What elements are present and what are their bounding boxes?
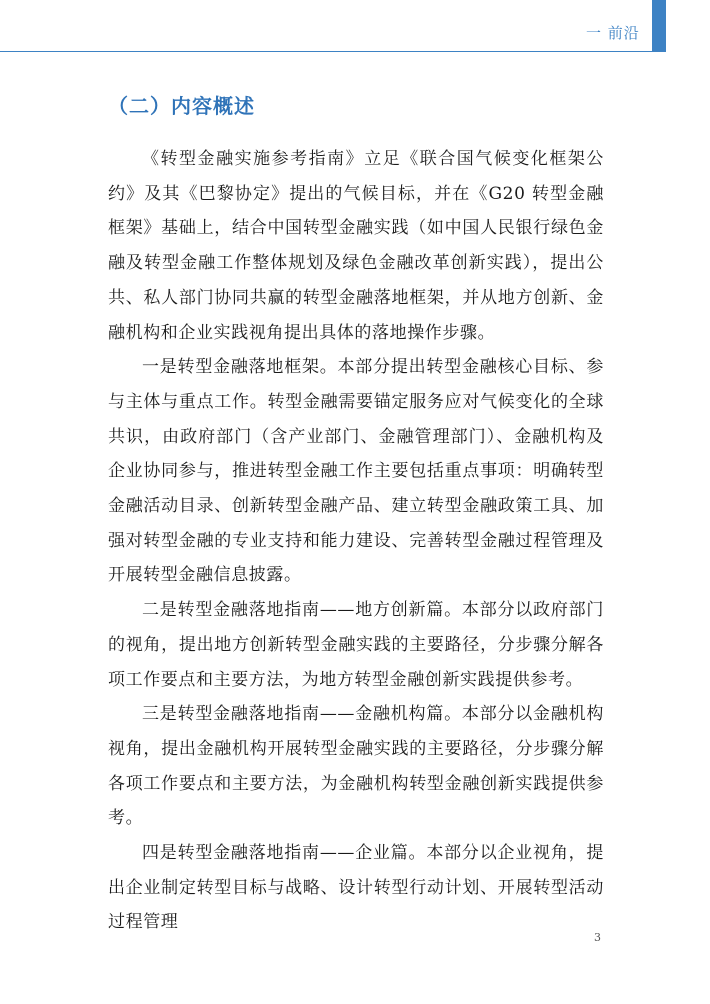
paragraph-framework: 一是转型金融落地框架。本部分提出转型金融核心目标、参与主体与重点工作。转型金融需要锚定服务应对气候变化的全球共识，由政府部门（含产业部门、金融管理部门）、金融机构及企业协同参与，推进转型金融工作主要包括重点事项：明确转型金融活动目录、创新转型金融产品、建立转型金融政策工具、加强对转型金融的专业支持和能力建设、完善转型金融过程管理及开展转型金融信息披露。 [108,357,604,586]
running-header: 一 前沿 [586,24,640,42]
paragraph-enterprise: 四是转型金融落地指南——企业篇。本部分以企业视角，提出企业制定转型目标与战略、设计转型行动计划、开展转型活动过程管理 [108,843,604,933]
paragraph-intro: 《转型金融实施参考指南》立足《联合国气候变化框架公约》及其《巴黎协定》提出的气候目标，并在《G20 转型金融框架》基础上，结合中国转型金融实践（如中国人民银行绿色金融及转型金融工作整体规划及绿色金融改革创新实践），提出公共、私人部门协同共赢的转型金融落地框架，并从地方创新、金融机构和企业实践视角提出具体的落地操作步骤。 [108,149,604,343]
page-number: 3 [594,931,601,944]
header-rule [0,51,652,52]
paragraph-financial-institutions: 三是转型金融落地指南——金融机构篇。本部分以金融机构视角，提出金融机构开展转型金融实践的主要路径，分步骤分解各项工作要点和主要方法，为金融机构转型金融创新实践提供参考。 [108,704,604,829]
header-tab [652,0,666,52]
paragraph-local-innovation: 二是转型金融落地指南——地方创新篇。本部分以政府部门的视角，提出地方创新转型金融实践的主要路径，分步骤分解各项工作要点和主要方法，为地方转型金融创新实践提供参考。 [108,600,604,690]
section-title: （二）内容概述 [108,94,255,118]
body-text [108,142,604,940]
